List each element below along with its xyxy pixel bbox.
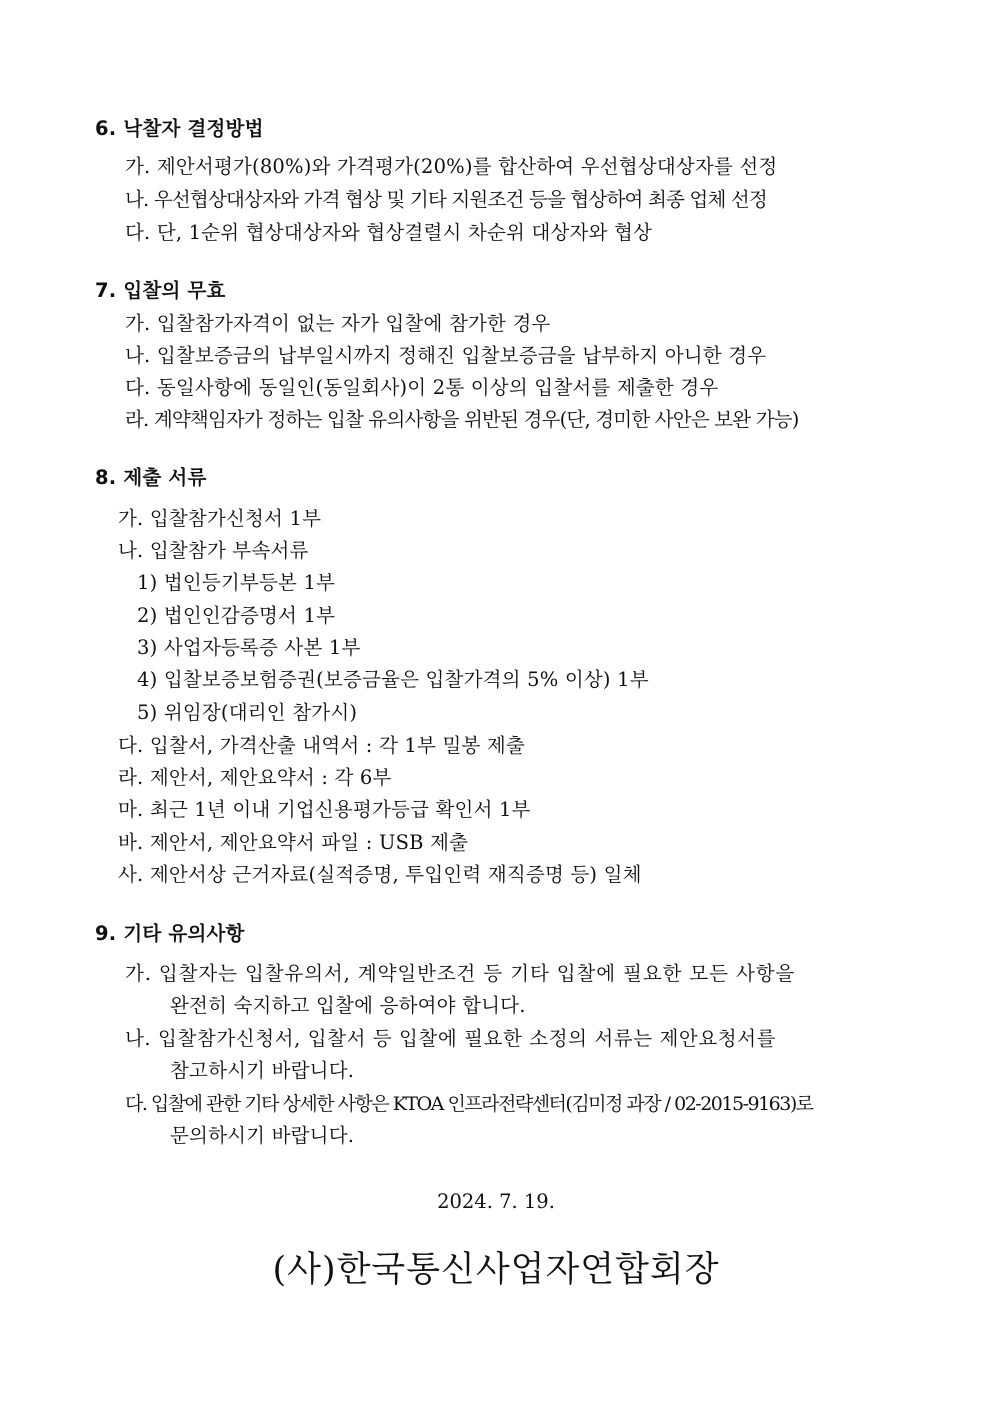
section-6-heading: 6. 낙찰자 결정방법 — [95, 117, 264, 140]
section-8-item-sa: 사. 제안서상 근거자료(실적증명, 투입인력 재직증명 등) 일체 — [118, 863, 642, 886]
section-8-subitem-2: 2) 법인인감증명서 1부 — [137, 604, 336, 627]
section-6-item-na: 나. 우선협상대상자와 가격 협상 및 기타 지원조건 등을 협상하여 최종 업체 선정 — [125, 188, 767, 211]
section-9-item-ga: 가. 입찰자는 입찰유의서, 계약일반조건 등 기타 입찰에 필요한 모든 사항을 — [125, 962, 796, 985]
section-8-heading: 8. 제출 서류 — [95, 466, 207, 489]
organization-name: (사)한국통신사업자연합회장 — [272, 1250, 720, 1290]
section-9-item-da: 다. 입찰에 관한 기타 상세한 사항은 KTOA 인프라전략센터(김미정 과장 / 02-2015-9163)로 — [125, 1093, 813, 1115]
section-7-heading: 7. 입찰의 무효 — [95, 279, 226, 302]
section-7-item-na: 나. 입찰보증금의 납부일시까지 정해진 입찰보증금을 납부하지 아니한 경우 — [125, 344, 767, 367]
section-7-item-ra: 라. 계약책임자가 정하는 입찰 유의사항을 위반된 경우(단, 경미한 사안은 보완 가능) — [125, 408, 799, 431]
section-9-item-ga-cont: 완전히 숙지하고 입찰에 응하여야 합니다. — [170, 994, 526, 1017]
section-9-heading: 9. 기타 유의사항 — [95, 922, 245, 945]
section-8-subitem-3: 3) 사업자등록증 사본 1부 — [137, 636, 361, 659]
section-9-item-na-cont: 참고하시기 바랍니다. — [170, 1059, 355, 1082]
section-9-item-na: 나. 입찰참가신청서, 입찰서 등 입찰에 필요한 소정의 서류는 제안요청서를 — [125, 1027, 777, 1050]
section-8-item-ga: 가. 입찰참가신청서 1부 — [118, 507, 322, 530]
section-6-item-da: 다. 단, 1순위 협상대상자와 협상결렬시 차순위 대상자와 협상 — [125, 221, 653, 244]
section-7-item-ga: 가. 입찰참가자격이 없는 자가 입찰에 참가한 경우 — [125, 312, 551, 335]
section-9-item-da-cont: 문의하시기 바랍니다. — [170, 1124, 355, 1147]
section-8-subitem-5: 5) 위임장(대리인 참가시) — [137, 701, 358, 724]
section-6-item-ga: 가. 제안서평가(80%)와 가격평가(20%)를 합산하여 우선협상대상자를 선정 — [125, 155, 778, 178]
document-date: 2024. 7. 19. — [437, 1190, 555, 1213]
section-8-item-da: 다. 입찰서, 가격산출 내역서 : 각 1부 밀봉 제출 — [118, 734, 525, 757]
section-8-item-ra: 라. 제안서, 제안요약서 : 각 6부 — [118, 766, 392, 789]
section-8-item-ma: 마. 최근 1년 이내 기업신용평가등급 확인서 1부 — [118, 798, 531, 821]
section-8-item-ba: 바. 제안서, 제안요약서 파일 : USB 제출 — [118, 831, 469, 854]
section-7-item-da: 다. 동일사항에 동일인(동일회사)이 2통 이상의 입찰서를 제출한 경우 — [125, 376, 719, 399]
section-8-subitem-1: 1) 법인등기부등본 1부 — [137, 571, 336, 594]
section-8-item-na: 나. 입찰참가 부속서류 — [118, 539, 309, 562]
section-8-subitem-4: 4) 입찰보증보험증권(보증금율은 입찰가격의 5% 이상) 1부 — [137, 668, 649, 691]
